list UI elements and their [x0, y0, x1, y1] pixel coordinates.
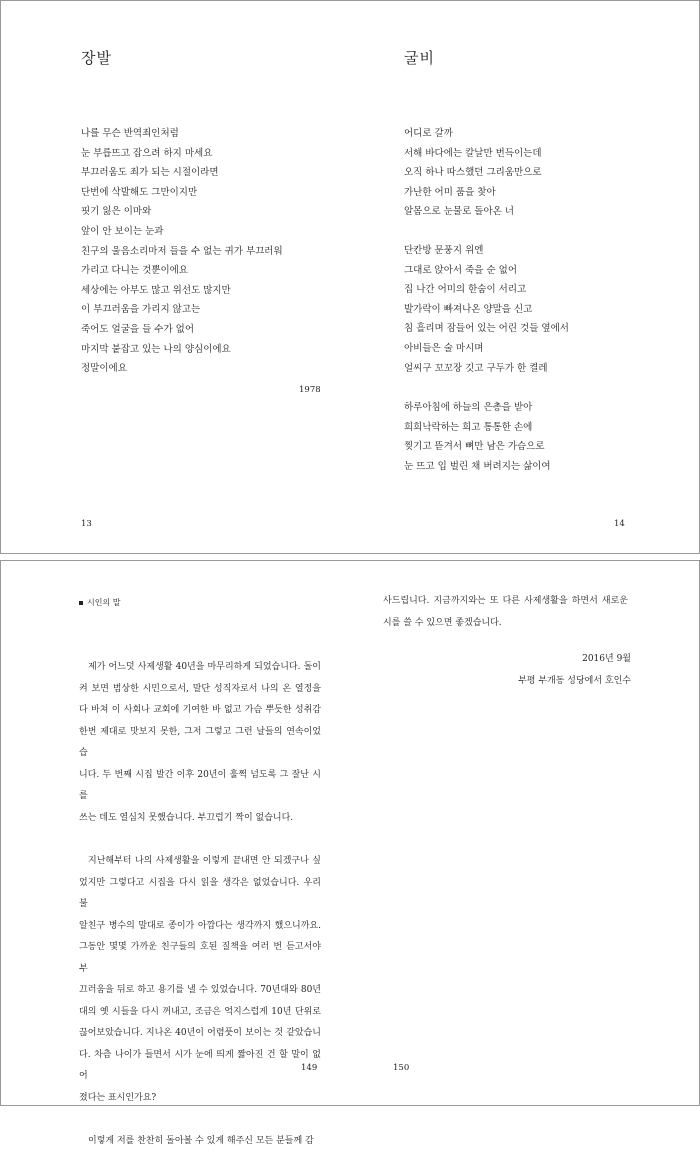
- poem-line: 알몸으로 눈물로 돌아온 너: [404, 206, 515, 218]
- preface-body: [79, 657, 321, 1153]
- poem-stanza-2: [404, 241, 569, 378]
- poem-stanza-1: [404, 124, 542, 222]
- prose-line: 끊어보았습니다. 지나온 40년이 어렴풋이 보이는 것 같았습니: [79, 1028, 321, 1038]
- poem-line: 집 나간 어미의 한숨이 서리고: [404, 284, 527, 296]
- preface-signature: 부평 부개동 성당에서 호인수: [518, 676, 631, 686]
- section-label-text: 시인의 말: [87, 598, 121, 607]
- poem-line: 핏기 잃은 이마와: [81, 206, 152, 218]
- prose-line: 제가 어느덧 사제생활 40년을 마무리하게 되었습니다. 돌이: [88, 662, 321, 672]
- poem-title-gulbi: 굴비: [404, 49, 435, 67]
- prose-line: 시를 쓸 수 있으면 좋겠습니다.: [383, 617, 502, 628]
- page-number-149: 149: [301, 1063, 318, 1073]
- prose-line: 다 바쳐 이 사회나 교회에 기여한 바 없고 가슴 뿌듯한 성취감: [79, 705, 321, 715]
- poem-line: 하루아침에 하늘의 은총을 받아: [404, 402, 533, 413]
- poem-body-jangbal: [81, 124, 283, 379]
- book-spread-top: [0, 0, 700, 554]
- poem-line: 마지막 붙잡고 있는 나의 양심이에요: [81, 343, 231, 355]
- prose-line: 끄러움을 뒤로 하고 용기를 낼 수 있었습니다. 70년대와 80년: [79, 985, 321, 995]
- preface-continued: [383, 591, 628, 634]
- poem-line: 세상에는 아부도 많고 위선도 많지만: [81, 284, 231, 296]
- preface-paragraph-2: [79, 851, 321, 1109]
- poem-line: 발가락이 빠져나온 양말을 신고: [404, 303, 533, 315]
- prose-line: 졌다는 표시인가요?: [79, 1092, 157, 1103]
- preface-date: 2016년 9월: [582, 654, 631, 664]
- page-number-13: 13: [81, 519, 92, 529]
- poem-line: 단칸방 문풍지 위엔: [404, 245, 484, 256]
- poem-line: 가난한 어미 품을 찾아: [404, 186, 496, 198]
- poem-line: 서해 바다에는 칼날만 번득이는데: [404, 147, 542, 159]
- prose-line: 지난해부터 나의 사제생활을 이렇게 끝내면 안 되겠구나 싶: [88, 856, 321, 866]
- prose-line: 니다. 두 번째 시집 발간 이후 20년이 훌쩍 넘도록 그 잘난 시를: [79, 769, 321, 801]
- poem-line: 침 흘리며 잠들어 있는 어린 것들 옆에서: [404, 323, 569, 335]
- preface-paragraph-3: [79, 1131, 321, 1153]
- poem-line: 친구의 울음소리마저 들을 수 없는 귀가 부끄러워: [81, 245, 283, 257]
- section-label: [79, 597, 120, 608]
- prose-line: 한번 제대로 맛보지 못한, 그저 그렇고 그런 날들의 연속이었습: [79, 726, 321, 758]
- prose-line: 이렇게 저를 찬찬히 돌아볼 수 있게 해주신 모든 분들께 감: [88, 1136, 314, 1146]
- prose-line: 다. 차츰 나이가 들면서 시가 눈에 띄게 짧아진 건 할 말이 없어: [79, 1049, 321, 1081]
- poem-line: 가리고 다니는 것뿐이에요: [81, 265, 188, 277]
- poem-line: 그대로 앉아서 죽을 순 없어: [404, 264, 518, 276]
- poem-line: 찢기고 뜯겨서 뼈만 남은 가슴으로: [404, 441, 545, 453]
- prose-line: 그동안 몇몇 가까운 친구들의 호된 질책을 여러 번 듣고서야 부: [79, 942, 321, 974]
- bullet-square-icon: [79, 601, 83, 605]
- prose-line: 었지만 그렇다고 시집을 다시 읽을 생각은 없었습니다. 우리 불: [79, 877, 321, 909]
- poem-stanza-3: [404, 398, 551, 476]
- poem-line: 부끄러움도 죄가 되는 시절이라면: [81, 167, 219, 179]
- poem-line: 눈 뜨고 입 벌린 채 버려지는 삶이여: [404, 460, 551, 472]
- prose-line: 사드립니다. 지금까지와는 또 다른 사제생활을 하면서 새로운: [383, 596, 628, 606]
- poem-line: 얼씨구 꼬꼬장 깃고 구두가 한 켤레: [404, 362, 548, 374]
- poem-line: 어디로 갈까: [404, 128, 453, 139]
- prose-line: 알친구 병수의 말대로 종이가 아깝다는 생각까지 했으니까요.: [79, 920, 321, 931]
- poem-line: 죽어도 얼굴을 들 수가 없어: [81, 323, 195, 335]
- poem-line: 정말이에요: [81, 363, 127, 375]
- poem-line: 앞이 안 보이는 눈과: [81, 225, 164, 237]
- poem-title-jangbal: 장발: [81, 49, 112, 67]
- page-number-14: 14: [614, 519, 625, 529]
- poem-line: 눈 부릅뜨고 잡으려 하지 마세요: [81, 147, 213, 159]
- book-spread-bottom: [0, 560, 700, 1146]
- prose-line: 대의 옛 시들을 다시 꺼내고, 조금은 억지스럽게 10년 단위로: [79, 1006, 321, 1017]
- poem-year: 1978: [299, 385, 321, 395]
- prose-line: 켜 보면 범상한 시민으로서, 말단 성직자로서 나의 온 열정을: [79, 683, 321, 694]
- poem-line: 이 부끄러움을 가리지 않고는: [81, 304, 201, 316]
- poem-line: 아비들은 술 마시며: [404, 342, 484, 354]
- page-number-150: 150: [393, 1063, 410, 1073]
- preface-paragraph-1: [79, 657, 321, 829]
- poem-line: 오직 하나 따스했던 그리움만으로: [404, 167, 542, 179]
- poem-line: 단번에 삭발해도 그만이지만: [81, 186, 198, 198]
- poem-line: 나를 무슨 반역죄인처럼: [81, 128, 179, 139]
- poem-line: 희희낙락하는 희고 통통한 손에: [404, 421, 533, 433]
- prose-line: 쓰는 데도 열심치 못했습니다. 부끄럽기 짝이 없습니다.: [79, 812, 294, 823]
